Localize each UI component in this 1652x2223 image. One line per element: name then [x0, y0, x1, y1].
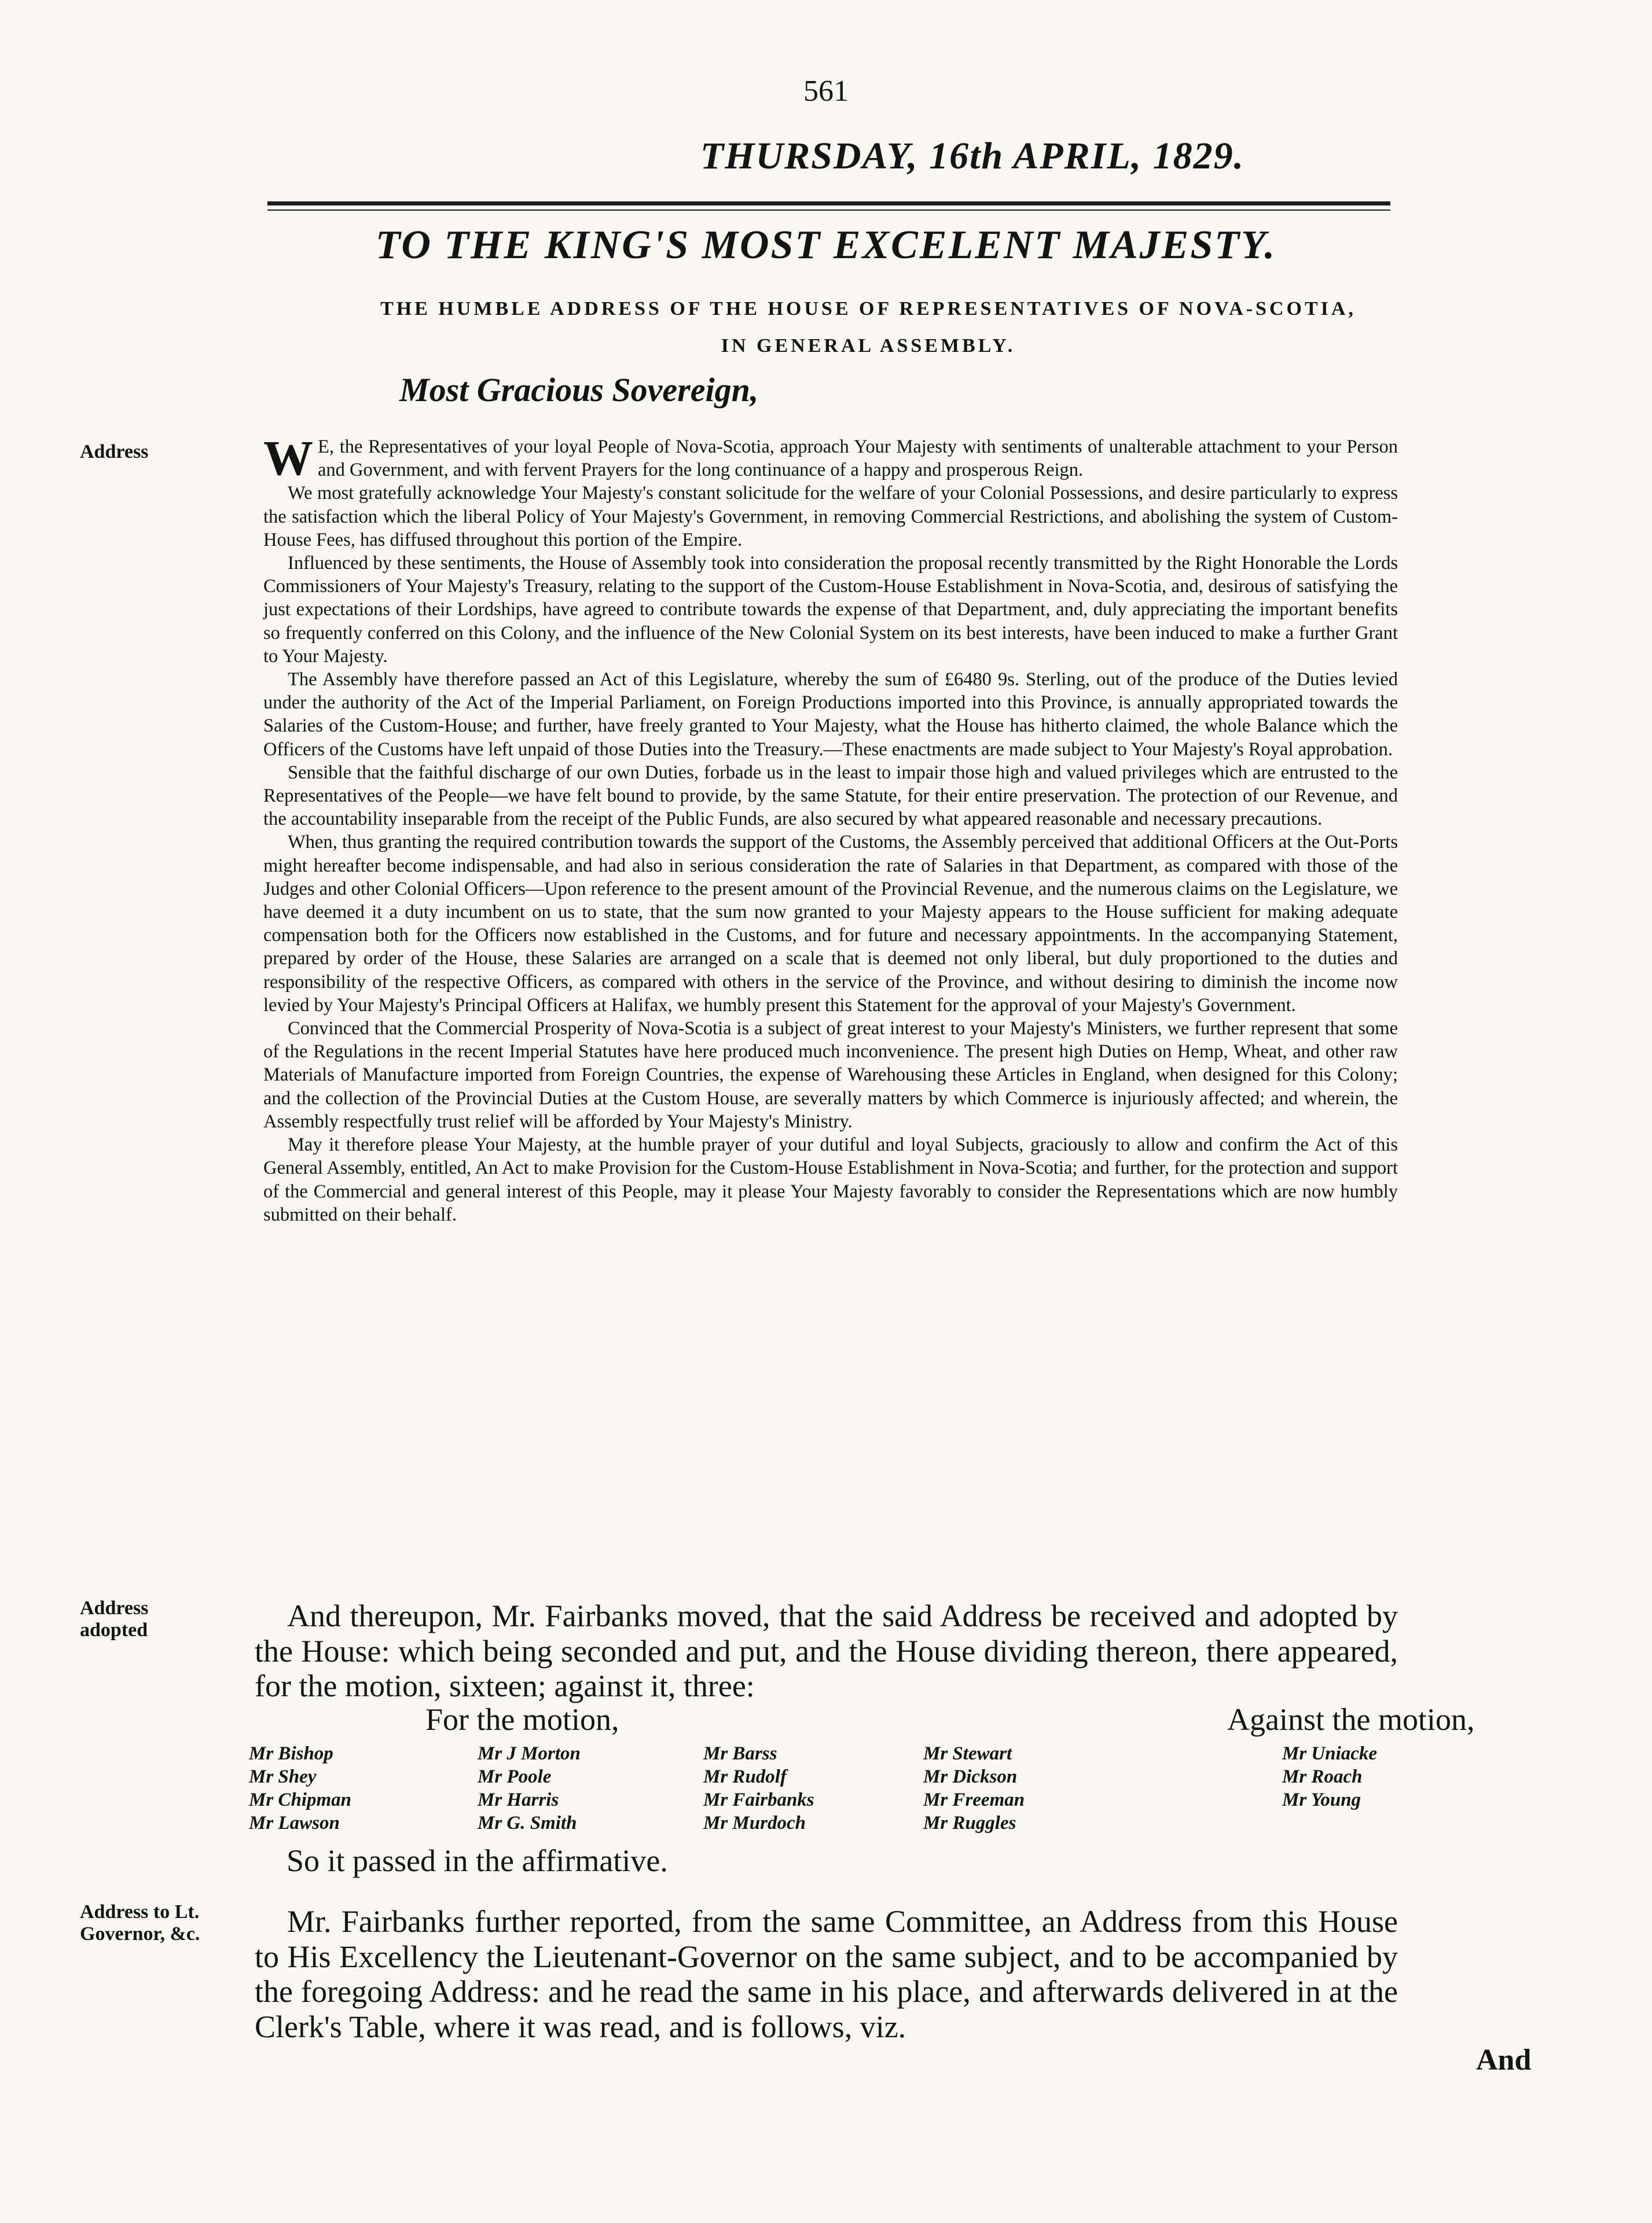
adoption-paragraph [255, 1599, 1398, 1704]
member-name: Mr Dickson [923, 1766, 1018, 1787]
address-title: TO THE KING'S MOST EXCELENT MAJESTY. [375, 223, 1277, 267]
heading-rule [267, 201, 1390, 205]
address-paragraph: Convinced that the Commercial Prosperity of Nova-Scotia is a subject of great interest to your Majesty's Ministers, we further represent that some of the Regulations in the recent Imperial Statutes have here produced much inconvenience. The present high Duties on Hemp, Wheat, and other raw Materials of Manufacture imported from Foreign Countries, the expense of Warehousing these Articles in England, when designed for this Colony; and the collection of the Provincial Duties at the Custom House, are severally matters by which Commerce is injuriously affected; and wherein, the Assembly respectfully trust relief will be afforded by Your Majesty's Ministry. [263, 1018, 1398, 1132]
member-name: Mr J Morton [478, 1743, 581, 1764]
member-name: Mr Shey [249, 1766, 317, 1787]
member-name: Mr Roach [1282, 1766, 1363, 1787]
member-name: Mr Rudolf [703, 1766, 787, 1787]
member-name: Mr Young [1282, 1790, 1361, 1810]
for-names-column [478, 1742, 581, 1835]
salutation: Most Gracious Sovereign, [399, 371, 759, 409]
subtitle-line: THE HUMBLE ADDRESS OF THE HOUSE OF REPRESENTATIVES OF NOVA-SCOTIA, [380, 298, 1356, 319]
address-paragraph: Sensible that the faithful discharge of our own Duties, forbade us in the least to impair those high and valued privileges which are entrusted to the Representatives of the People—we have felt bound to provide, by the same Statute, for their entire preservation. The protection of our Revenue, and the accountability inseparable from the receipt of the Public Funds, are also secured by what appeared reasonable and necessary precautions. [263, 762, 1398, 830]
member-name: Mr Stewart [923, 1743, 1012, 1764]
margin-note-address: Address [80, 441, 149, 462]
address-paragraph: We most gratefully acknowledge Your Majesty's constant solicitude for the welfare of your Colonial Possessions, and desire particularly to express the satisfaction which the liberal Policy of Your Majesty's Government, in removing Commercial Restrictions, and abolishing the system of Custom-House Fees, has diffused throughout this portion of the Empire. [263, 483, 1398, 550]
address-paragraph: May it therefore please Your Majesty, at the humble prayer of your dutiful and loyal Subjects, graciously to allow and confirm the Act of this General Assembly, entitled, An Act to make Provision for the Custom-House Establishment in Nova-Scotia; and further, for the protection and support of the Commercial and general interest of this People, may it please Your Majesty favorably to consider the Representations which are now humbly submitted on their behalf. [263, 1134, 1398, 1225]
address-paragraph [263, 430, 1398, 486]
against-heading: Against the motion, [1227, 1702, 1475, 1737]
division-result: So it passed in the affirmative. [287, 1843, 668, 1878]
member-name: Mr Murdoch [703, 1813, 806, 1833]
address-paragraph: The Assembly have therefore passed an Act of this Legislature, whereby the sum of £6480 9s. Sterling, out of the produce of the Duties levied under the authority of the Act of the Imperial Parliament, on Foreign Productions imported into this Province, is annually appropriated towards the Salaries of the Custom-House; and further, have freely granted to Your Majesty, what the House has hitherto claimed, the whole Balance which the Officers of the Customs have left unpaid of those Duties into the Treasury.—These enactments are made subject to Your Majesty's Royal approbation. [263, 669, 1398, 760]
adoption-text: And thereupon, Mr. Fairbanks moved, that the said Address be received and adopted by the House: which being seconded and put, and the House dividing thereon, there appeared, for the motion, sixteen; against it, three: [255, 1599, 1398, 1703]
margin-note-adopted: Address adopted [80, 1597, 149, 1641]
address-paragraph: When, thus granting the required contribution towards the support of the Customs, the Assembly perceived that additional Officers at the Out-Ports might hereafter become indispensable, and had also in serious consideration the rate of Salaries in that Department, as compared with those of the Judges and other Colonial Officers—Upon reference to the present amount of the Provincial Revenue, and the numerous claims on the Legislature, we have deemed it a duty incumbent on us to state, that the sum now granted to your Majesty appears to the House sufficient for making adequate compensation both for the Officers now established in the Customs, and for future and necessary appointments. In the accompanying Statement, prepared by order of the House, these Salaries are arranged on a scale that is deemed not only liberal, but duly proportioned to the duties and responsibility of the respective Officers, as compared with others in the service of the Province, and without desiring to diminish the income now levied by Your Majesty's Principal Officers at Halifax, we humbly present this Statement for the approval of your Majesty's Government. [263, 832, 1398, 1016]
against-names-column [1282, 1742, 1377, 1812]
member-name: Mr Chipman [249, 1790, 351, 1810]
drop-cap: W [263, 430, 313, 486]
for-heading: For the motion, [425, 1702, 619, 1737]
member-name: Mr Harris [478, 1790, 559, 1810]
address-subtitle [301, 291, 1436, 365]
catchword: And [1476, 2044, 1532, 2077]
paragraph-text: E, the Representatives of your loyal People of Nova-Scotia, approach Your Majesty with sentiments of unalterable attachment to your Person and Government, and with fervent Prayers for the long continuance of a happy and prosperous Reign. [318, 436, 1398, 481]
member-name: Mr Fairbanks [703, 1790, 814, 1810]
for-names-column [249, 1742, 351, 1835]
governor-paragraph [255, 1904, 1398, 2044]
for-names-column [923, 1742, 1025, 1835]
member-name: Mr Freeman [923, 1790, 1025, 1810]
member-name: Mr Lawson [249, 1813, 340, 1833]
date-heading: THURSDAY, 16th APRIL, 1829. [700, 135, 1245, 177]
address-body [263, 430, 1398, 1226]
member-name: Mr Barss [703, 1743, 777, 1764]
margin-note-governor: Address to Lt. Governor, &c. [80, 1901, 200, 1945]
member-name: Mr Uniacke [1282, 1743, 1378, 1764]
for-names-column [703, 1742, 814, 1835]
address-paragraph: Influenced by these sentiments, the House of Assembly took into consideration the proposal recently transmitted by the Right Honorable the Lords Commissioners of Your Majesty's Treasury, relating to the support of the Custom-House Establishment in Nova-Scotia, and, desirous of satisfying the just expectations of their Lordships, have agreed to contribute towards the expense of that Department, and, duly appreciating the important benefits so frequently conferred on this Colony, and the influence of the New Colonial System on its best interests, have been induced to make a further Grant to Your Majesty. [263, 553, 1398, 667]
subtitle-line: IN GENERAL ASSEMBLY. [721, 335, 1016, 357]
governor-text: Mr. Fairbanks further reported, from the same Committee, an Address from this House to His Excellency the Lieutenant-Governor on the same subject, and to be accompanied by the foregoing Address: and he read the same in his place, and afterwards delivered in at the Clerk's Table, where it was read, and is follows, viz. [255, 1904, 1398, 2044]
heading-rule-thin [267, 210, 1390, 211]
member-name: Mr Poole [478, 1766, 552, 1787]
page-number: 561 [803, 75, 849, 108]
member-name: Mr Bishop [249, 1743, 333, 1764]
member-name: Mr G. Smith [478, 1813, 577, 1833]
member-name: Mr Ruggles [923, 1813, 1016, 1833]
